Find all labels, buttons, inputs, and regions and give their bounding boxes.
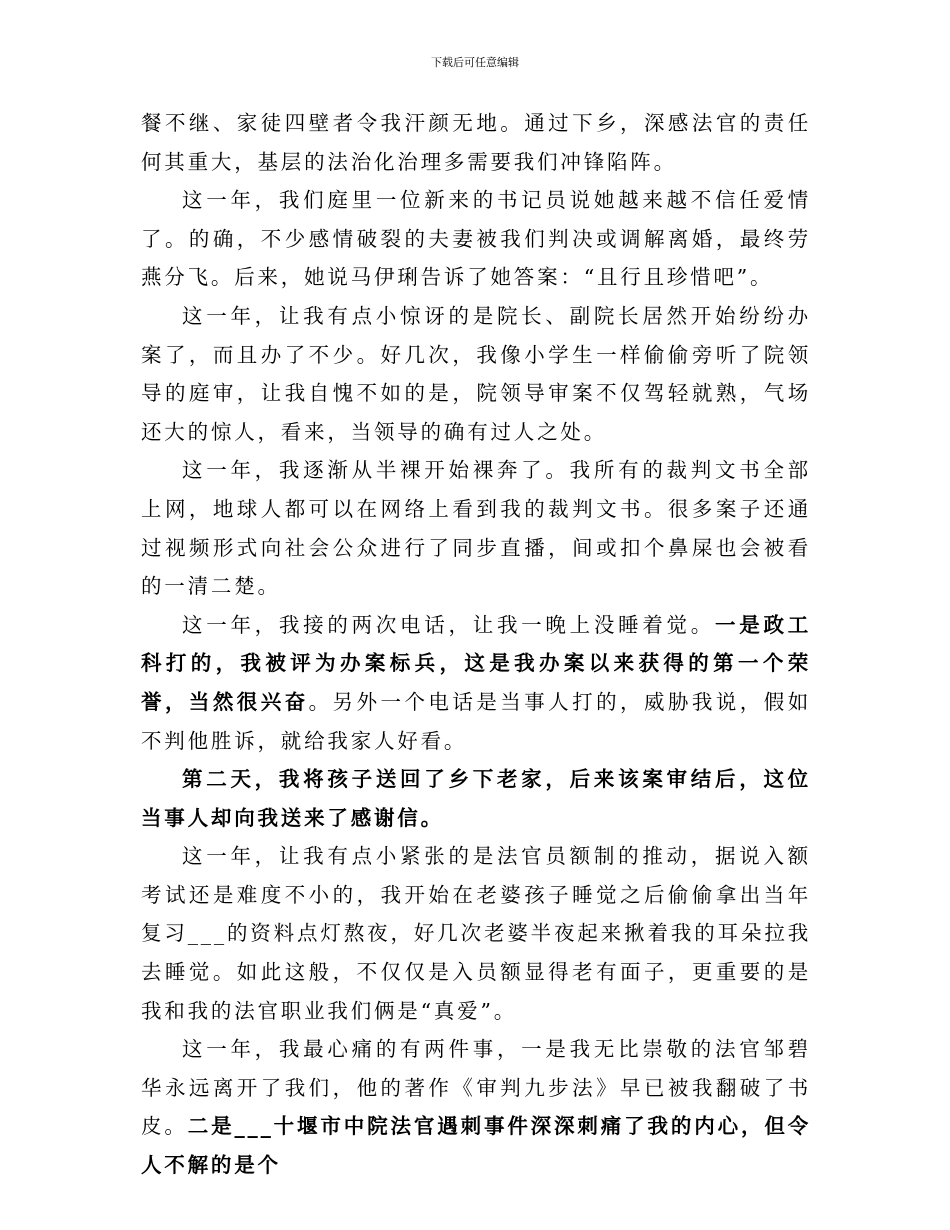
paragraph-7 <box>141 837 811 1030</box>
paragraph-text: 。另外一个电话是当事人打的，威胁我说，假如不判他胜诉，就给我家人好看。 <box>141 689 811 753</box>
paragraph-text: 这一年，让我有点小紧张的是法官员额制的推动，据说入额考试还是难度不小的，我开始在老婆孩子睡觉之后偷偷拿出当年复习___的资料点灯熬夜，好几次老婆半夜起来揪着我的耳朵拉我去睡觉。如此这般，不仅仅是入员额显得老有面子，更重要的是我和我的法官职业我们俩是“真爱”。 <box>141 844 811 1023</box>
paragraph-5 <box>141 606 811 760</box>
paragraph-text: 餐不继、家徒四壁者令我汗颜无地。通过下乡，深感法官的责任何其重大，基层的法治化治理多需要我们冲锋陷阵。 <box>141 111 811 174</box>
paragraph-text: 这一年，我们庭里一位新来的书记员说她越来越不信任爱情了。的确，不少感情破裂的夫妻被我们判决或调解离婚，最终劳燕分飞。后来，她说马伊琍告诉了她答案：“且行且珍惜吧”。 <box>141 188 811 290</box>
paragraph-text: 这一年，我接的两次电话，让我一晚上没睡着觉。 <box>182 612 716 637</box>
paragraph-1 <box>141 104 811 181</box>
paragraph-6 <box>141 760 811 837</box>
paragraph-2 <box>141 181 811 297</box>
bold-text: 一是政工科打的，我被评为办案标兵，这是我办案以来获得的第一个荣誉，当然很兴奋 <box>141 612 811 714</box>
paragraph-text: 这一年，我最心痛的有两件事，一是我无比崇敬的法官邹碧华永远离开了我们，他的著作《审判九步法》早已被我翻破了书皮。 <box>141 1037 811 1139</box>
document-body <box>141 104 811 1185</box>
bold-text: 第二天，我将孩子送回了乡下老家，后来该案审结后，这位当事人却向我送来了感谢信。 <box>141 767 811 830</box>
bold-text: 二是___十堰市中院法官遇刺事件深深刺痛了我的内心，但令人不解的是个 <box>141 1114 811 1178</box>
paragraph-8 <box>141 1030 811 1184</box>
paragraph-4 <box>141 451 811 605</box>
paragraph-text: 这一年，我逐渐从半裸开始裸奔了。我所有的裁判文书全部上网，地球人都可以在网络上看到我的裁判文书。很多案子还通过视频形式向社会公众进行了同步直播，间或扣个鼻屎也会被看的一清二楚。 <box>141 458 811 599</box>
paragraph-text: 这一年，让我有点小惊讶的是院长、副院长居然开始纷纷办案了，而且办了不少。好几次，我像小学生一样偷偷旁听了院领导的庭审，让我自愧不如的是，院领导审案不仅驾轻就熟，气场还大的惊人，看来，当领导的确有过人之处。 <box>141 303 811 444</box>
paragraph-3 <box>141 297 811 451</box>
page-header: 下载后可任意编辑 <box>431 56 519 69</box>
